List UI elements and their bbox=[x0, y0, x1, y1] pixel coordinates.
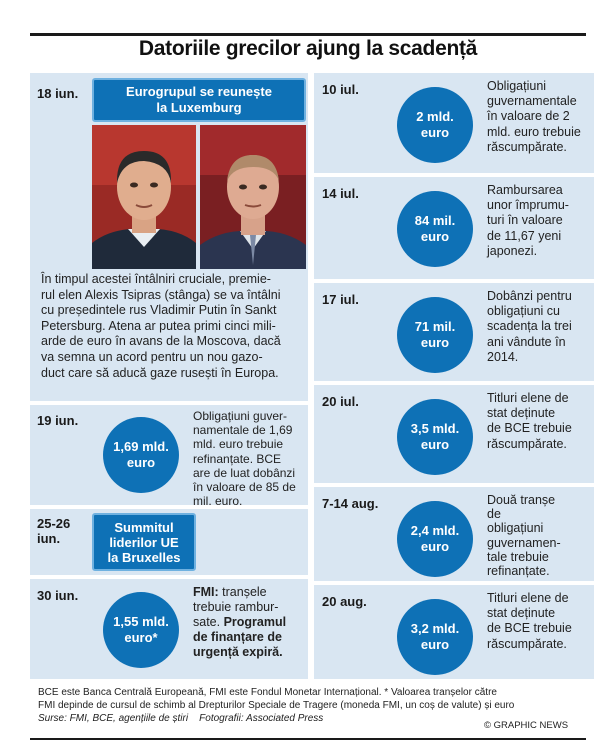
text-right-line: obligațiuni cu bbox=[487, 304, 560, 319]
date-jun25-line1: 25-26 bbox=[37, 516, 71, 531]
date-right-2: 14 iul. bbox=[322, 186, 359, 201]
text-right-5 bbox=[487, 493, 591, 578]
text-right-line: de BCE trebuie bbox=[487, 621, 572, 636]
amount-right-4 bbox=[397, 399, 473, 475]
amount-right-3 bbox=[397, 297, 473, 373]
amount-right-line: 3,5 mld. bbox=[410, 421, 460, 436]
text-jun30-bold: Programul bbox=[223, 615, 287, 629]
text-jun30-line: trebuie rambur- bbox=[193, 600, 279, 614]
text-right-line: de 11,67 yeni bbox=[487, 228, 562, 243]
text-right-line: răscumpărate. bbox=[487, 139, 567, 154]
text-right-line: 2014. bbox=[487, 349, 519, 364]
text-right-line: în valoare de 2 bbox=[487, 109, 570, 124]
event-eurogroup-line2: la Luxemburg bbox=[156, 100, 242, 115]
text-right-line: stat deținute bbox=[487, 406, 556, 421]
text-right-line: Obligațiuni bbox=[487, 79, 547, 93]
text-right-2 bbox=[487, 183, 591, 259]
amount-right-2 bbox=[397, 191, 473, 267]
footnote-line: FMI depinde de cursul de schimb al Drepturilor Speciale de Tragere (moneda FMI, un coș de valute) și euro bbox=[38, 700, 515, 711]
credit: © GRAPHIC NEWS bbox=[484, 720, 569, 731]
date-right-1: 10 iul. bbox=[322, 82, 359, 97]
text-jun18 bbox=[41, 272, 307, 381]
text-right-line: ani vândute în bbox=[487, 334, 566, 349]
amount-right-line: 3,2 mld. bbox=[410, 621, 460, 636]
text-right-line: Titluri elene de bbox=[487, 391, 569, 405]
date-right-3: 17 iul. bbox=[322, 292, 359, 307]
bottom-rule bbox=[30, 738, 586, 740]
date-jun30: 30 iun. bbox=[37, 588, 79, 603]
text-right-line: refinanțate. bbox=[487, 564, 550, 579]
text-right-line: Dobânzi pentru bbox=[487, 289, 572, 303]
amount-jun19-line1: 1,69 mld. bbox=[113, 439, 169, 454]
text-right-line: mld. euro trebuie bbox=[487, 124, 581, 139]
sources: Surse: FMI, BCE, agențiile de știri Fotografii: Associated Press bbox=[38, 713, 324, 724]
event-eu-summit-line1: Summitul bbox=[114, 519, 174, 535]
photo-tsipras-illustration bbox=[92, 125, 196, 269]
text-jun18-line: Petersburg. Atena ar putea primi cinci mili- bbox=[41, 318, 276, 333]
amount-right-line: euro bbox=[420, 229, 450, 244]
amount-right-line: euro bbox=[420, 125, 450, 140]
amount-right-line: euro bbox=[420, 437, 450, 452]
event-eu-summit bbox=[92, 513, 196, 571]
text-jun18-line: duct care să aducă gaze rusești în Europa. bbox=[41, 365, 279, 380]
text-right-line: Titluri elene de bbox=[487, 591, 569, 605]
photo-putin-illustration bbox=[200, 125, 306, 269]
text-right-line: unor împrumu- bbox=[487, 198, 569, 213]
text-right-4 bbox=[487, 391, 591, 452]
text-jun18-line: cu președintele rus Vladimir Putin în Sankt bbox=[41, 303, 277, 318]
footnote-line: BCE este Banca Centrală Europeană, FMI este Fondul Monetar Internațional. * Valoarea tranșelor către bbox=[38, 687, 497, 698]
amount-right-line: euro bbox=[420, 539, 450, 554]
text-right-line: răscumpărate. bbox=[487, 436, 567, 451]
photo-putin bbox=[200, 125, 306, 269]
text-jun30-bold: de finanțare de bbox=[193, 630, 282, 644]
page-title: Datoriile grecilor ajung la scadență bbox=[138, 37, 478, 60]
text-jun19-line: namentale de 1,69 bbox=[193, 423, 293, 438]
amount-right-6 bbox=[397, 599, 473, 675]
text-right-line: guvernamentale bbox=[487, 94, 577, 109]
amount-right-line: 2 mld. bbox=[416, 109, 454, 124]
amount-jun30-line1: 1,55 mld. bbox=[113, 614, 169, 629]
text-jun30-imf: FMI: bbox=[193, 585, 219, 599]
amount-right-line: 2,4 mld. bbox=[410, 523, 460, 538]
event-eurogroup-line1: Eurogrupul se reunește bbox=[126, 84, 272, 99]
text-right-line: de BCE trebuie bbox=[487, 421, 572, 436]
text-right-6 bbox=[487, 591, 591, 652]
date-right-5: 7-14 aug. bbox=[322, 496, 379, 511]
amount-right-line: 84 mil. bbox=[414, 213, 456, 228]
text-right-3 bbox=[487, 289, 591, 365]
event-eu-summit-line3: la Bruxelles bbox=[107, 549, 181, 565]
text-right-line: guvernamen- bbox=[487, 535, 561, 550]
date-jun25 bbox=[37, 516, 70, 546]
text-right-line: turi în valoare bbox=[487, 213, 563, 228]
top-rule bbox=[30, 33, 586, 36]
amount-jun19-line2: euro bbox=[126, 455, 156, 470]
text-jun18-line: rul elen Alexis Tsipras (stânga) se va întâlni bbox=[41, 287, 281, 302]
text-jun19-line: mil. euro. bbox=[193, 494, 243, 509]
amount-right-1 bbox=[397, 87, 473, 163]
text-jun30-line: sate. bbox=[193, 615, 224, 629]
amount-jun19 bbox=[103, 417, 179, 493]
text-right-line: de bbox=[487, 507, 501, 522]
event-eurogroup bbox=[92, 78, 306, 122]
text-jun30 bbox=[193, 585, 307, 660]
amount-right-line: euro bbox=[420, 637, 450, 652]
date-jun18: 18 iun. bbox=[37, 86, 79, 101]
amount-right-5 bbox=[397, 501, 473, 577]
text-jun19-line: refinanțate. BCE bbox=[193, 451, 282, 466]
date-right-6: 20 aug. bbox=[322, 594, 367, 609]
text-right-line: tale trebuie bbox=[487, 549, 549, 564]
footnote bbox=[38, 686, 598, 712]
text-jun19-line: mld. euro trebuie bbox=[193, 437, 284, 452]
text-right-line: scadența la trei bbox=[487, 319, 572, 334]
amount-jun30-line2: euro* bbox=[124, 630, 158, 645]
text-right-line: răscumpărate. bbox=[487, 636, 567, 651]
text-jun19-line: în valoare de 85 de bbox=[193, 480, 296, 495]
text-right-line: japonezi. bbox=[487, 243, 538, 258]
text-jun18-line: va semna un acord pentru un nou gazo- bbox=[41, 349, 263, 364]
date-right-4: 20 iul. bbox=[322, 394, 359, 409]
amount-right-line: euro bbox=[420, 335, 450, 350]
text-right-line: obligațiuni bbox=[487, 521, 544, 536]
text-jun30-bold: urgență expiră. bbox=[193, 645, 283, 659]
text-right-line: Rambursarea bbox=[487, 183, 563, 197]
text-jun19 bbox=[193, 409, 307, 508]
text-right-line: stat deținute bbox=[487, 606, 556, 621]
date-jun19: 19 iun. bbox=[37, 413, 79, 428]
text-right-line: Două tranșe bbox=[487, 493, 556, 507]
text-jun18-line: În timpul acestei întâlniri cruciale, premie- bbox=[41, 272, 271, 286]
photo-tsipras bbox=[92, 125, 196, 269]
text-right-1 bbox=[487, 79, 591, 155]
text-jun30-line: tranșele bbox=[218, 585, 267, 599]
text-jun19-line: are de luat dobânzi bbox=[193, 465, 296, 480]
amount-right-line: 71 mil. bbox=[414, 319, 456, 334]
text-jun19-line: Obligațiuni guver- bbox=[193, 409, 288, 423]
date-jun25-line2: iun. bbox=[37, 531, 61, 546]
amount-jun30 bbox=[103, 592, 179, 668]
text-jun18-line: arde de euro în avans de la Moscova, dacă bbox=[41, 334, 281, 349]
event-eu-summit-line2: liderilor UE bbox=[109, 534, 179, 550]
